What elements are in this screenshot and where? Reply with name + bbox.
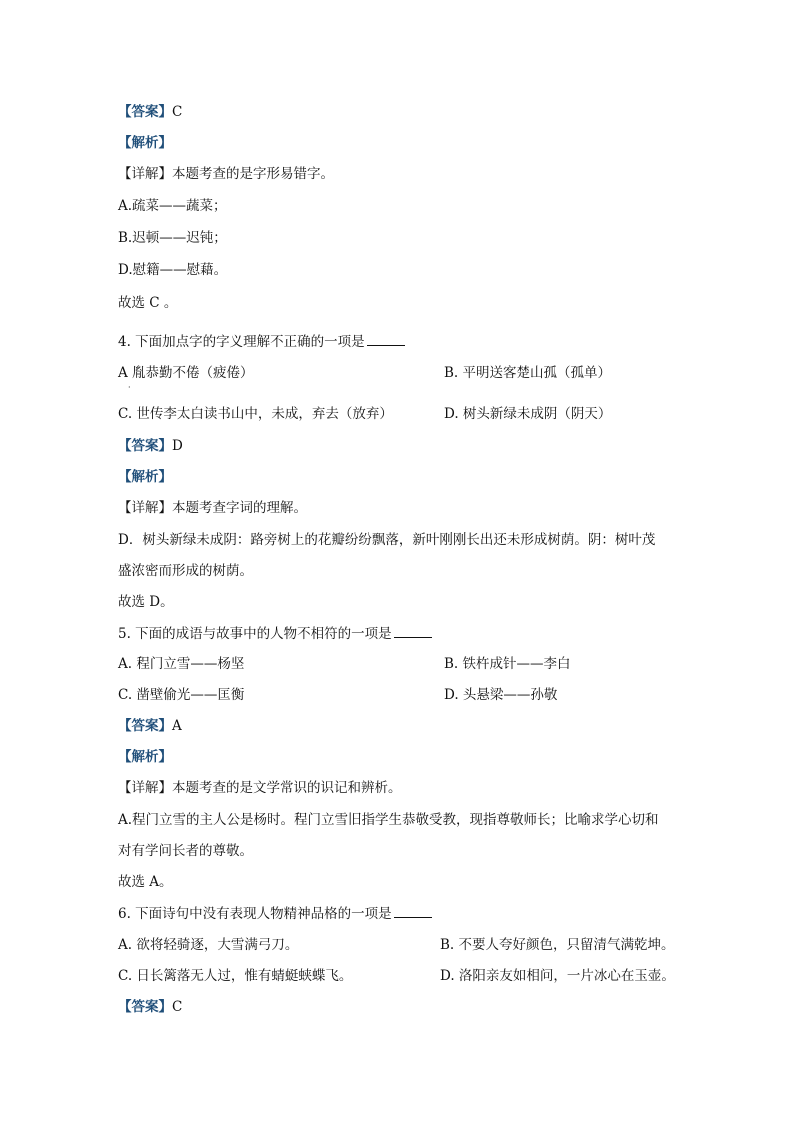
q5-option-d: D. 头悬梁——孙敬 [444,687,558,703]
answer-tag: 【答案】 [118,104,172,120]
q3-conclusion: 故选 C 。 [118,295,178,311]
q3-line-b: B.迟顿——迟钝； [118,230,227,246]
answer-value: A [172,718,182,734]
q5-option-c: C. 凿壁偷光——匡衡 [118,687,245,703]
answer-value: C [172,999,183,1015]
q4-conclusion: 故选 D。 [118,594,174,610]
q6-option-d: D. 洛阳亲友如相问，一片冰心在玉壶。 [440,968,675,984]
q3-answer [118,103,182,121]
question-stem: 5. 下面的成语与故事中的人物不相符的一项是 [118,626,392,642]
q6-stem [118,905,432,923]
detail-tag: 【详解】 [118,500,172,516]
q5-option-a: A. 程门立雪——杨坚 [118,656,245,672]
answer-blank [367,333,405,346]
q5-stem [118,625,432,643]
q5-detail [118,779,402,797]
analysis-tag: 【解析】 [118,135,172,151]
q5-option-b: B. 铁杵成针——李白 [444,656,571,672]
q4-answer [118,437,183,455]
q3-line-d: D.慰籍——慰藉。 [118,262,228,278]
question-stem: 4. 下面加点字的字义理解不正确的一项是 [118,334,365,350]
emphasis-dot: · [128,383,131,392]
q5-explain-1: A.程门立雪的主人公是杨时。程门立雪旧指学生恭敬受教，现指尊敬师长；比喻求学心切和 [118,812,659,828]
detail-text: 本题考查的是字形易错字。 [172,166,334,182]
detail-text: 本题考查的是文学常识的识记和辨析。 [172,780,402,796]
question-stem: 6. 下面诗句中没有表现人物精神品格的一项是 [118,906,392,922]
q6-option-a: A. 欲将轻骑逐，大雪满弓刀。 [118,937,299,953]
answer-value: D [172,438,183,454]
q6-option-c: C. 日长篱落无人过，惟有蜻蜓蛱蝶飞。 [118,968,353,984]
q6-option-b: B. 不要人夸好颜色，只留清气满乾坤。 [440,937,675,953]
answer-value: C [172,104,183,120]
answer-tag: 【答案】 [118,438,172,454]
q5-conclusion: 故选 A。 [118,874,173,890]
q3-detail [118,165,334,183]
answer-tag: 【答案】 [118,718,172,734]
detail-text: 本题考查字词的理解。 [172,500,307,516]
detail-tag: 【详解】 [118,166,172,182]
q4-stem [118,333,405,351]
analysis-tag: 【解析】 [118,469,172,485]
q4-explain-2: 盛浓密而形成的树荫。 [118,563,253,579]
q5-answer [118,717,182,735]
detail-tag: 【详解】 [118,780,172,796]
q4-explain-1: D．树头新绿未成阴：路旁树上的花瓣纷纷飘落，新叶刚刚长出还未形成树荫。阴：树叶茂 [118,532,656,548]
answer-blank [394,625,432,638]
q4-option-c: C. 世传李太白读书山中，未成，弃去（放弃） [118,406,393,422]
q5-explain-2: 对有学问长者的尊敬。 [118,843,253,859]
q5-analysis-tag [118,748,172,766]
q4-analysis-tag [118,468,172,486]
answer-tag: 【答案】 [118,999,172,1015]
analysis-tag: 【解析】 [118,749,172,765]
q3-analysis-tag [118,134,172,152]
q6-answer [118,998,182,1016]
q4-option-b: B. 平明送客楚山孤（孤单） [444,365,612,381]
q4-option-a: A 胤恭勤不倦（疲倦） [118,365,254,381]
q4-option-d: D. 树头新绿未成阴（阴天） [444,406,612,422]
q4-detail [118,499,307,517]
q3-line-a: A.疏菜——蔬菜； [118,198,227,214]
answer-blank [394,905,432,918]
